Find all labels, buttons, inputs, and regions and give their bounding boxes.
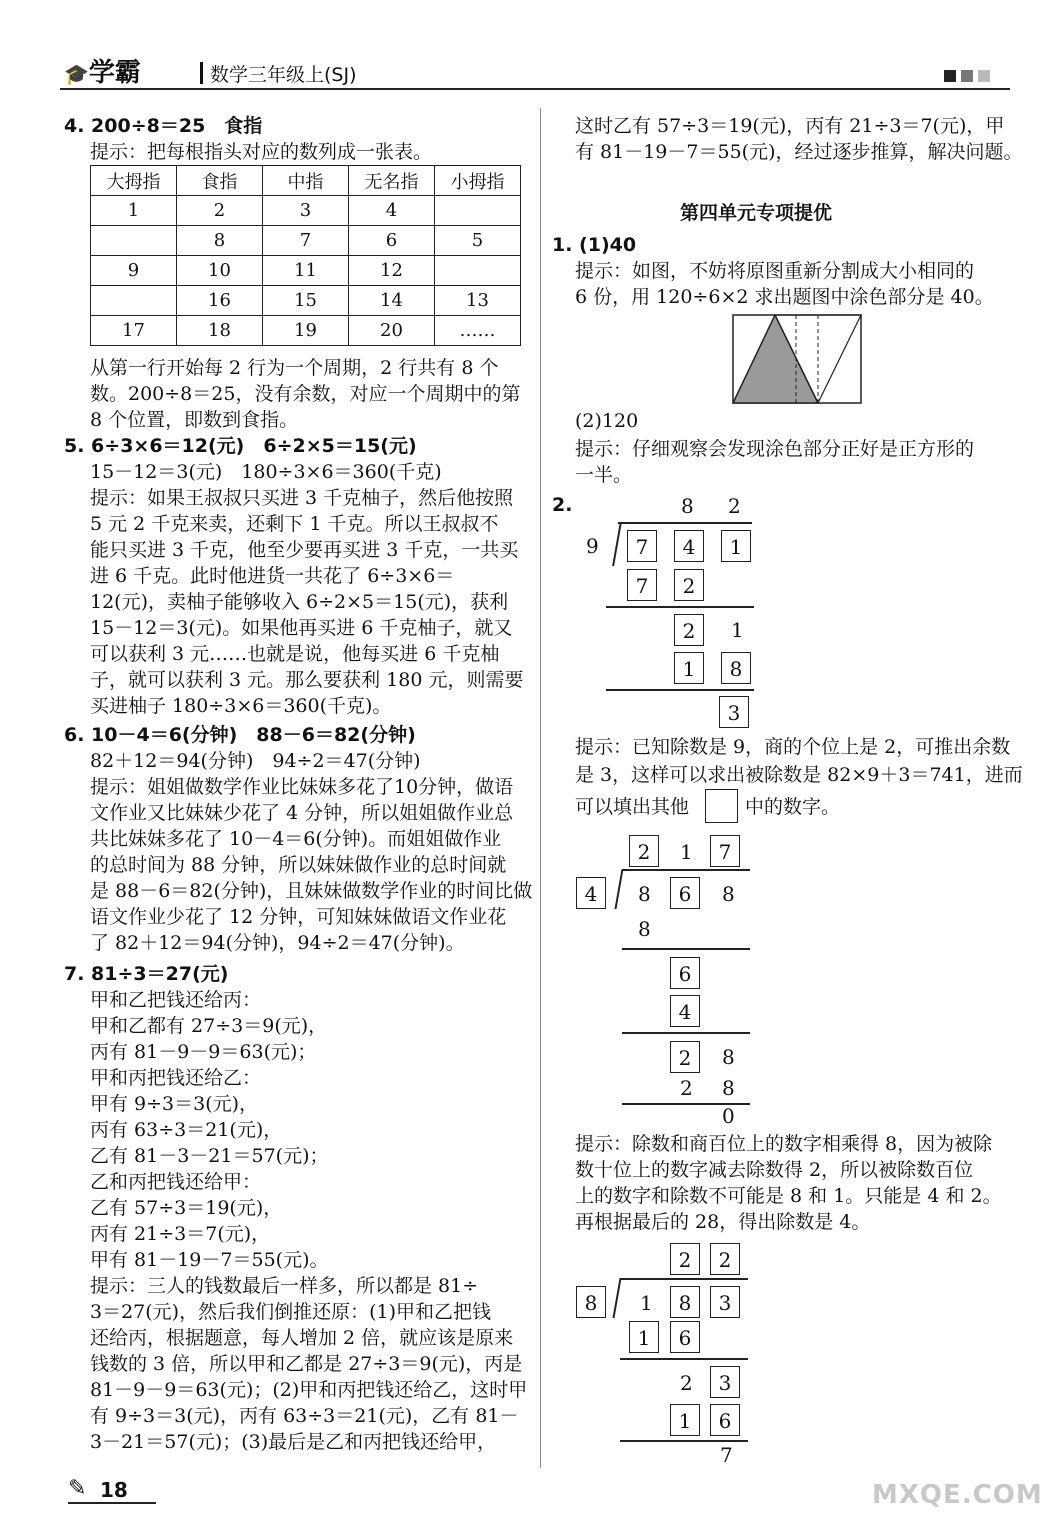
text-line: 15－12＝3(元) 180÷3×6＝360(千克) xyxy=(90,461,442,483)
digit-box: 2 xyxy=(674,614,704,646)
digit-box: 6 xyxy=(670,957,700,989)
finger-table xyxy=(90,165,521,346)
text-line: 中的数字。 xyxy=(745,796,841,818)
header-square-icon xyxy=(944,70,956,82)
digit: 8 xyxy=(722,1076,735,1100)
table-cell: 4 xyxy=(349,196,435,226)
quotient-digit: 8 xyxy=(681,494,694,518)
hint-1-2: 提示：仔细观察会发现涂色部分正好是正方形的 xyxy=(575,438,975,460)
text-line: 数。200÷8＝25，没有余数，对应一个周期中的第 xyxy=(90,383,521,405)
division-line xyxy=(622,1032,750,1034)
answer-1-2: (2)120 xyxy=(575,410,639,432)
text-line: 的总时间为 88 分钟，所以妹妹做作业的总时间就 xyxy=(90,854,507,876)
division-line xyxy=(620,1358,748,1360)
text-line: 钱数的 3 倍，所以甲和乙都是 27÷3＝9(元)，丙是 xyxy=(90,1353,523,1375)
table-cell: 1 xyxy=(91,196,177,226)
page-number: 18 xyxy=(100,1478,128,1502)
text-line: 82＋12＝94(分钟) 94÷2＝47(分钟) xyxy=(90,750,421,772)
book-title: 数学三年级上(SJ) xyxy=(210,64,357,86)
digit: 1 xyxy=(640,1291,653,1315)
text-line: 有 81－19－7＝55(元)，经过逐步推算，解决问题。 xyxy=(575,141,1023,163)
table-cell: 8 xyxy=(177,226,263,256)
digit-box: 3 xyxy=(710,1366,740,1398)
digit-box: 7 xyxy=(627,530,657,562)
division-line xyxy=(606,606,754,608)
text-line: 语文作业少花了 12 分钟，可知妹妹做语文作业花 xyxy=(90,906,507,928)
text-line: 文作业又比妹妹少花了 4 分钟，所以姐姐做作业总 xyxy=(90,802,514,824)
divisor: 9 xyxy=(586,534,599,558)
text-line: 再根据最后的 28，得出除数是 4。 xyxy=(575,1211,871,1233)
text-line: 是 3，这样可以求出被除数是 82×9＋3＝741，进而 xyxy=(575,764,1023,786)
text-line: 乙有 81－3－21＝57(元)； xyxy=(90,1145,329,1167)
table-cell: …… xyxy=(435,316,521,346)
section-title: 第四单元专项提优 xyxy=(680,202,833,224)
table-cell xyxy=(91,226,177,256)
text-line: 进 6 千克。此时他进货一共花了 6÷3×6＝ xyxy=(90,565,455,587)
text-line: 有 9÷3＝3(元)，丙有 63÷3＝21(元)，乙有 81－ xyxy=(90,1405,519,1427)
digit-box: 2 xyxy=(670,1041,700,1073)
answer-1-1: 1. (1)40 xyxy=(552,234,637,256)
table-cell: 13 xyxy=(435,286,521,316)
digit-box: 4 xyxy=(670,995,700,1027)
watermark: MXQE.COM xyxy=(872,1480,1043,1510)
digit-box: 2 xyxy=(670,1243,700,1275)
answer-6: 6. 10－4＝6(分钟) 88－6＝82(分钟) xyxy=(64,724,416,746)
quotient-digit: 1 xyxy=(680,840,693,864)
table-cell: 17 xyxy=(91,316,177,346)
answer-2: 2. xyxy=(552,494,573,516)
digit: 8 xyxy=(638,882,651,906)
digit: 8 xyxy=(638,917,651,941)
digit-box: 7 xyxy=(627,569,657,601)
text-line: 可以获利 3 元……也就是说，他每买进 6 千克柚 xyxy=(90,643,500,665)
division-line xyxy=(620,1440,748,1442)
hint-5: 提示：如果王叔叔只买进 3 千克柚子，然后他按照 xyxy=(90,487,514,509)
quotient-digit: 2 xyxy=(728,494,741,518)
header-rule xyxy=(60,88,1010,90)
division-line xyxy=(622,948,750,950)
table-cell: 12 xyxy=(349,256,435,286)
digit: 2 xyxy=(680,1076,693,1100)
text-line: 一半。 xyxy=(575,464,633,486)
answer-4: 4. 200÷8＝25 食指 xyxy=(64,115,263,137)
hint-7: 提示：三人的钱数最后一样多，所以都是 81÷ xyxy=(90,1275,479,1297)
table-cell: 6 xyxy=(349,226,435,256)
table-cell xyxy=(435,196,521,226)
table-header-cell: 无名指 xyxy=(349,166,435,196)
table-cell: 5 xyxy=(435,226,521,256)
hint-4: 提示：把每根指头对应的数列成一张表。 xyxy=(90,141,433,163)
table-header-cell: 大拇指 xyxy=(91,166,177,196)
text-line: 可以填出其他 xyxy=(575,796,690,818)
division-bracket xyxy=(614,869,623,909)
table-cell: 16 xyxy=(177,286,263,316)
table-cell: 9 xyxy=(91,256,177,286)
text-line: 丙有 63÷3＝21(元)， xyxy=(90,1119,283,1141)
text-line: 甲和乙把钱还给丙： xyxy=(90,989,262,1011)
digit-box: 4 xyxy=(674,530,704,562)
text-line: 了 82＋12＝94(分钟)，94÷2＝47(分钟)。 xyxy=(90,932,465,954)
text-line: 还给丙，根据题意，每人增加 2 倍，就应该是原来 xyxy=(90,1327,514,1349)
answer-5: 5. 6÷3×6＝12(元) 6÷2×5＝15(元) xyxy=(64,435,417,457)
empty-box-icon xyxy=(705,789,738,823)
text-line: 3＝27(元)，然后我们倒推还原：(1)甲和乙把钱 xyxy=(90,1301,492,1323)
digit-box: 3 xyxy=(719,696,749,728)
footer-rule xyxy=(68,1502,156,1504)
text-line: 乙有 57÷3＝19(元)， xyxy=(90,1197,283,1219)
table-cell xyxy=(91,286,177,316)
text-line: 8 个位置，即数到食指。 xyxy=(90,409,299,431)
page-header xyxy=(60,48,1010,92)
column-divider xyxy=(540,108,541,1468)
text-line: 6 份，用 120÷6×2 求出题图中涂色部分是 40。 xyxy=(575,286,994,308)
shaded-triangle xyxy=(733,315,818,403)
text-line: 3－21＝57(元)；(3)最后是乙和丙把钱还给甲， xyxy=(90,1431,497,1453)
digit-box: 8 xyxy=(721,652,751,684)
digit-box: 1 xyxy=(670,1404,700,1436)
text-line: 15－12＝3(元)。如果他再买进 6 千克柚子，就又 xyxy=(90,617,513,639)
text-line: 81－9－9＝63(元)；(2)甲和丙把钱还给乙，这时甲 xyxy=(90,1379,528,1401)
table-cell: 11 xyxy=(263,256,349,286)
brand-logo: 🎓学霸 xyxy=(64,58,141,88)
header-separator xyxy=(200,62,203,84)
text-line: 数十位上的数字减去除数得 2，所以被除数百位 xyxy=(575,1159,974,1181)
digit-box: 6 xyxy=(670,877,700,909)
digit-box: 3 xyxy=(710,1286,740,1318)
hint-1: 提示：如图，不妨将原图重新分割成大小相同的 xyxy=(575,260,975,282)
digit: 2 xyxy=(680,1371,693,1395)
digit-box: 1 xyxy=(721,530,751,562)
digit-box: 1 xyxy=(674,652,704,684)
digit: 8 xyxy=(722,1045,735,1069)
table-cell: 20 xyxy=(349,316,435,346)
digit-box: 8 xyxy=(576,1286,606,1318)
digit: 1 xyxy=(731,618,744,642)
division-bracket xyxy=(612,522,621,566)
shaded-square-figure xyxy=(732,314,862,404)
remainder: 0 xyxy=(722,1104,735,1128)
division-bar xyxy=(618,522,752,524)
digit-box: 7 xyxy=(710,835,740,867)
text-line: 从第一行开始每 2 行为一个周期，2 行共有 8 个 xyxy=(90,357,499,379)
hint-3: 提示：除数和商百位上的数字相乘得 8，因为被除 xyxy=(575,1133,993,1155)
text-line: 买进柚子 180÷3×6＝360(千克)。 xyxy=(90,695,392,717)
header-square-icon xyxy=(961,70,973,82)
division-line xyxy=(606,689,754,691)
digit-box: 8 xyxy=(670,1286,700,1318)
table-header-cell: 小拇指 xyxy=(435,166,521,196)
text-line: 子，就可以获利 3 元。那么要获利 180 元，则需要 xyxy=(90,669,524,691)
table-cell: 14 xyxy=(349,286,435,316)
table-cell: 15 xyxy=(263,286,349,316)
text-line: 甲有 81－19－7＝55(元)。 xyxy=(90,1249,329,1271)
table-header-cell: 食指 xyxy=(177,166,263,196)
text-line: 12(元)，卖柚子能够收入 6÷2×5＝15(元)，获利 xyxy=(90,591,509,613)
text-line: 丙有 81－9－9＝63(元)； xyxy=(90,1041,317,1063)
digit-box: 2 xyxy=(629,835,659,867)
division-bar xyxy=(620,1278,748,1280)
text-line: 5 元 2 千克来卖，还剩下 1 千克。所以王叔叔不 xyxy=(90,513,499,535)
table-cell xyxy=(435,256,521,286)
header-square-icon xyxy=(978,70,990,82)
text-line: 甲有 9÷3＝3(元)， xyxy=(90,1093,259,1115)
text-line: 这时乙有 57÷3＝19(元)，丙有 21÷3＝7(元)，甲 xyxy=(575,115,1005,137)
digit: 8 xyxy=(722,882,735,906)
remainder: 7 xyxy=(720,1443,733,1467)
division-bracket xyxy=(612,1278,621,1318)
division-bar xyxy=(622,869,750,871)
table-cell: 10 xyxy=(177,256,263,286)
text-line: 丙有 21÷3＝7(元)， xyxy=(90,1223,271,1245)
digit-box: 1 xyxy=(629,1321,659,1353)
table-cell: 2 xyxy=(177,196,263,226)
table-cell: 3 xyxy=(263,196,349,226)
table-cell: 19 xyxy=(263,316,349,346)
table-header-cell: 中指 xyxy=(263,166,349,196)
text-line: 是 88－6＝82(分钟)，且妹妹做数学作业的时间比做 xyxy=(90,880,533,902)
table-cell: 7 xyxy=(263,226,349,256)
digit-box: 2 xyxy=(674,569,704,601)
graduation-cap-icon: 🎓 xyxy=(64,62,89,86)
hint-6: 提示：姐姐做数学作业比妹妹多花了10分钟，做语 xyxy=(90,776,514,798)
digit-box: 6 xyxy=(710,1404,740,1436)
pencil-icon: ✎ xyxy=(68,1476,87,1501)
digit-box: 4 xyxy=(576,877,606,909)
table-cell: 18 xyxy=(177,316,263,346)
text-line: 甲和乙都有 27÷3＝9(元)， xyxy=(90,1015,328,1037)
text-line: 能只买进 3 千克，他至少要再买进 3 千克，一共买 xyxy=(90,539,519,561)
answer-7: 7. 81÷3＝27(元) xyxy=(64,963,229,985)
text-line: 乙和丙把钱还给甲： xyxy=(90,1171,262,1193)
digit-box: 6 xyxy=(670,1321,700,1353)
hint-2: 提示：已知除数是 9，商的个位上是 2，可推出余数 xyxy=(575,736,1011,758)
text-line: 上的数字和除数不可能是 8 和 1。只能是 4 和 2。 xyxy=(575,1185,1002,1207)
text-line: 甲和丙把钱还给乙： xyxy=(90,1067,262,1089)
text-line: 共比妹妹多花了 10－4＝6(分钟)。而姐姐做作业 xyxy=(90,828,502,850)
digit-box: 2 xyxy=(710,1243,740,1275)
